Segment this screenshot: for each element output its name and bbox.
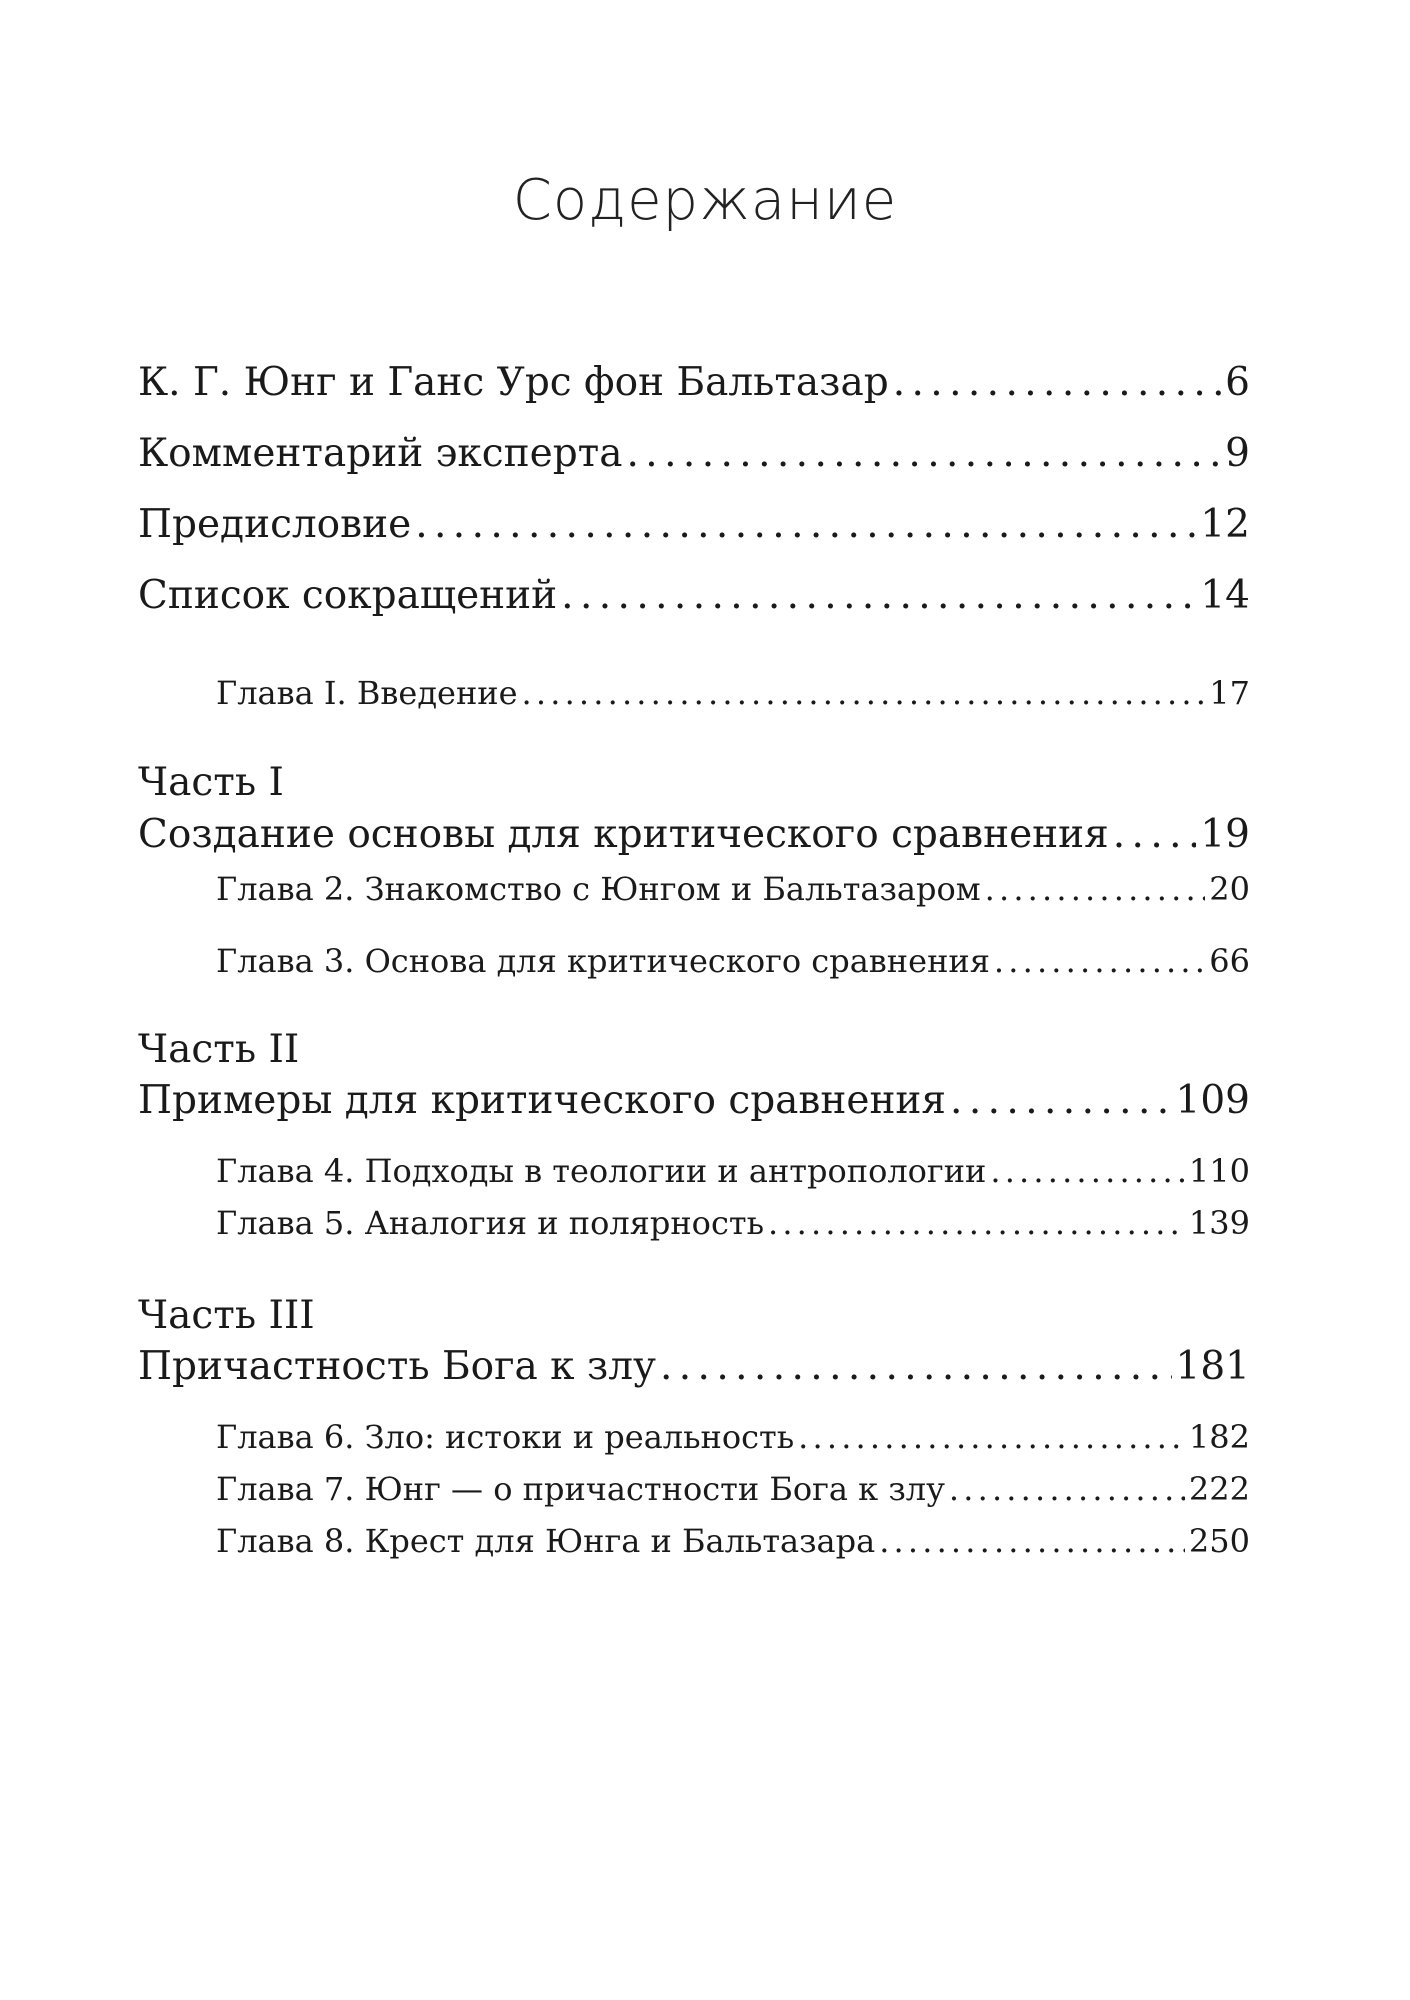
toc-chapter-6[interactable] (216, 1418, 1250, 1456)
dot-leader (893, 360, 1221, 405)
entry-page: 12 (1200, 502, 1250, 547)
dot-leader (990, 1152, 1185, 1190)
entry-page: 139 (1188, 1204, 1250, 1242)
entry-title: Список сокращений (138, 573, 558, 618)
entry-page: 6 (1225, 360, 1250, 405)
entry-page: 66 (1209, 942, 1250, 980)
dot-leader (949, 1470, 1185, 1508)
dot-leader (768, 1204, 1185, 1242)
toc-part-2-title[interactable] (138, 1078, 1250, 1123)
part-label: Часть III (138, 1293, 315, 1338)
dot-leader (994, 942, 1205, 980)
dot-leader (522, 674, 1206, 712)
entry-page: 110 (1188, 1152, 1250, 1190)
toc-chapter-2[interactable] (216, 870, 1250, 908)
dot-leader (1113, 812, 1197, 857)
toc-chapter-3[interactable] (216, 942, 1250, 980)
dot-leader (561, 573, 1196, 618)
toc-entry-introduction[interactable] (216, 674, 1250, 712)
dot-leader (415, 502, 1196, 547)
dot-leader (985, 870, 1206, 908)
entry-title: Глава 5. Аналогия и полярность (216, 1204, 764, 1242)
entry-title: Глава 6. Зло: истоки и реальность (216, 1418, 795, 1456)
entry-page: 222 (1188, 1470, 1250, 1508)
toc-entry-preface[interactable] (138, 502, 1250, 547)
entry-title: Глава 8. Крест для Юнга и Бальтазара (216, 1522, 876, 1560)
page-title: Содержание (512, 168, 898, 233)
entry-title: К. Г. Юнг и Ганс Урс фон Бальтазар (138, 360, 889, 405)
entry-page: 181 (1175, 1344, 1250, 1389)
dot-leader (950, 1078, 1172, 1123)
entry-page: 19 (1200, 812, 1250, 857)
entry-page: 182 (1188, 1418, 1250, 1456)
entry-page: 14 (1200, 573, 1250, 618)
dot-leader (627, 431, 1222, 476)
entry-page: 250 (1188, 1522, 1250, 1560)
entry-title: Глава I. Введение (216, 674, 518, 712)
toc-entry-jung-balthasar[interactable] (138, 360, 1250, 405)
entry-title: Создание основы для критического сравнения (138, 812, 1109, 857)
entry-title: Комментарий эксперта (138, 431, 623, 476)
entry-title: Глава 4. Подходы в теологии и антропологии (216, 1152, 987, 1190)
entry-title: Примеры для критического сравнения (138, 1078, 947, 1123)
entry-page: 9 (1225, 431, 1250, 476)
dot-leader (879, 1522, 1185, 1560)
part-label: Часть II (138, 1027, 300, 1072)
toc-entry-expert-commentary[interactable] (138, 431, 1250, 476)
entry-page: 17 (1209, 674, 1250, 712)
toc-entry-abbreviations[interactable] (138, 573, 1250, 618)
toc-part-1-title[interactable] (138, 812, 1250, 857)
toc-part-3-title[interactable] (138, 1344, 1250, 1389)
entry-title: Причастность Бога к злу (138, 1344, 656, 1389)
dot-leader (798, 1418, 1185, 1456)
toc-chapter-8[interactable] (216, 1522, 1250, 1560)
part-label: Часть I (138, 760, 284, 805)
toc-chapter-4[interactable] (216, 1152, 1250, 1190)
toc-chapter-5[interactable] (216, 1204, 1250, 1242)
entry-title: Глава 2. Знакомство с Юнгом и Бальтазаром (216, 870, 981, 908)
dot-leader (660, 1344, 1172, 1389)
entry-page: 20 (1209, 870, 1250, 908)
entry-title: Глава 7. Юнг — о причастности Бога к злу (216, 1470, 945, 1508)
entry-page: 109 (1175, 1078, 1250, 1123)
entry-title: Глава 3. Основа для критического сравнения (216, 942, 990, 980)
entry-title: Предисловие (138, 502, 412, 547)
toc-chapter-7[interactable] (216, 1470, 1250, 1508)
